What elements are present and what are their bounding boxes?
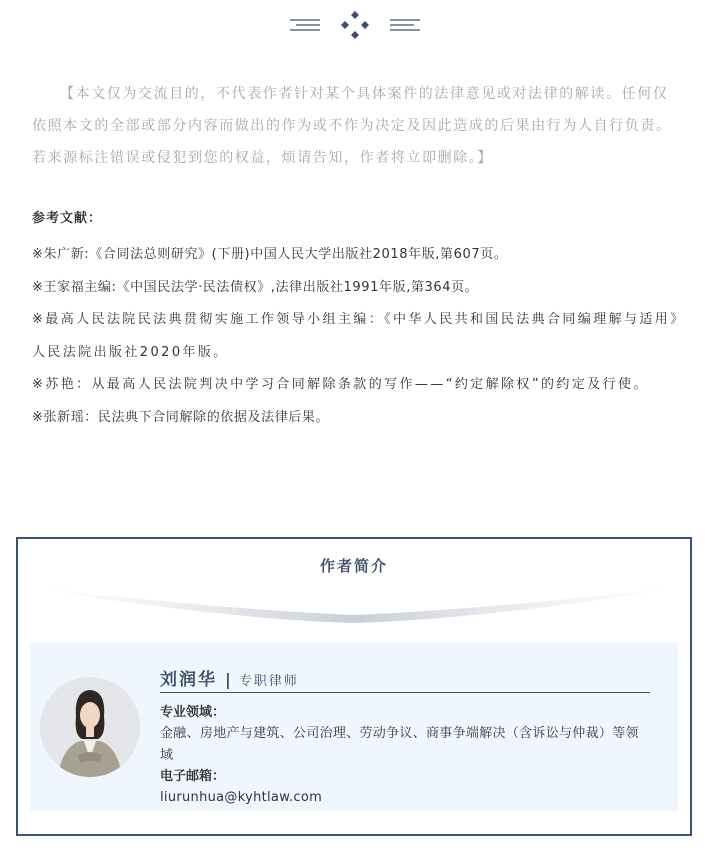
author-card <box>16 537 692 836</box>
name-separator: | <box>225 670 231 689</box>
reference-item: ※朱广新:《合同法总则研究》(下册)中国人民大学出版社2018年版,第607页。 <box>32 247 508 262</box>
author-title: 专职律师 <box>238 674 299 689</box>
author-avatar <box>40 677 140 777</box>
reference-item: ※张新瑶：民法典下合同解除的依据及法律后果。 <box>32 409 330 425</box>
author-profile-panel <box>30 643 678 811</box>
reference-item: ※王家福主编:《中国民法学·民法债权》,法律出版社1991年版,第364页。 <box>32 279 479 295</box>
divider-ornament <box>0 8 710 42</box>
reference-item: ※苏艳：从最高人民法院判决中学习合同解除条款的写作——“约定解除权”的约定及行使。 <box>32 377 649 392</box>
expertise-value: 金融、房地产与建筑、公司治理、劳动争议、商事争端解决（含诉讼与仲裁）等领域 <box>160 726 639 763</box>
references-title: 参考文献： <box>32 211 103 226</box>
reference-item: ※最高人民法院民法典贯彻实施工作领导小组主编：《中华人民共和国民法典合同编理解与适用》人民法院出版社2020年版。 <box>32 312 680 360</box>
references-section <box>32 207 680 434</box>
author-name: 刘润华 <box>160 670 217 690</box>
references-list <box>32 239 680 434</box>
email-value[interactable]: liurunhua@kyhtlaw.com <box>160 790 323 805</box>
author-name-row <box>160 665 650 693</box>
decorative-arc <box>18 579 690 629</box>
author-info <box>160 665 650 809</box>
disclaimer-text: 【本文仅为交流目的，不代表作者针对某个具体案件的法律意见或对法律的解读。任何仅依照本文的全部或部分内容而做出的作为或不作为决定及因此造成的后果由行为人自行负责。若来源标注错误或侵犯到您的权益，烦请告知，作者将立即删除。】 <box>32 86 672 166</box>
email-label: 电子邮箱： <box>160 769 226 784</box>
expertise-label: 专业领域： <box>160 705 226 720</box>
author-card-heading: 作者简介 <box>319 557 388 575</box>
